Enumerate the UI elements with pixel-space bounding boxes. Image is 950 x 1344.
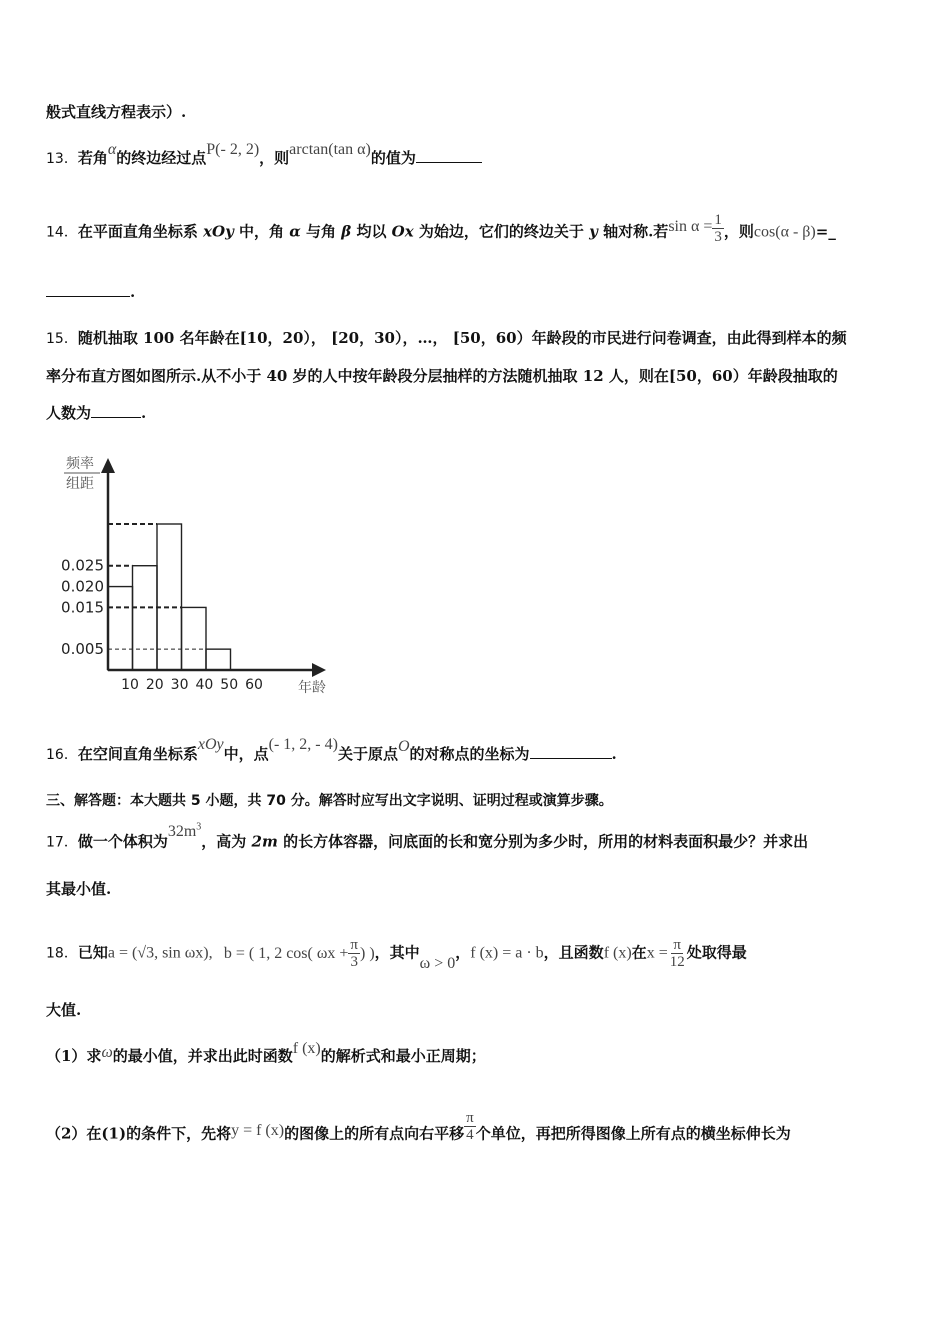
text: 的值为 (370, 149, 416, 167)
text: 中，点 (223, 745, 269, 763)
text: 个单位，再把所得图像上所有点的横坐标伸长为 (475, 1124, 791, 1143)
math-fx: f (x) (292, 1040, 321, 1057)
question-14 (46, 212, 836, 249)
section-title: 三、解答题：本大题共 5 小题，共 70 分。解答时应写出文字说明、证明过程或演算步骤。 (46, 793, 613, 809)
text: 在空间直角坐标系 (77, 745, 198, 763)
text: 的最小值，并求出此时函数 (112, 1047, 293, 1065)
x-tick-label: 60 (245, 677, 263, 693)
question-17-line-2 (46, 879, 111, 899)
text: ，则 (723, 222, 754, 241)
question-18-line-2 (46, 1000, 81, 1020)
math-xoy: xOy (197, 736, 224, 753)
y-tick-label: 0.020 (61, 577, 104, 596)
y-label-top: 频率 (66, 456, 94, 472)
text: 在 (631, 943, 647, 962)
question-number: 13． (46, 151, 78, 167)
text: 均以 (351, 222, 392, 241)
text: . (130, 283, 136, 301)
answer-blank (416, 148, 482, 163)
fraction-one-third (712, 212, 724, 245)
x-tick-label: 10 (121, 677, 139, 693)
fraction-pi-third (348, 937, 360, 970)
denominator: 4 (466, 1127, 474, 1143)
question-number: 18． (46, 945, 78, 962)
text: 轴对称.若 (597, 222, 669, 241)
text: （2）在(1)的条件下，先将 (46, 1124, 232, 1143)
numerator: π (466, 1110, 474, 1126)
continuation-line (46, 102, 186, 122)
text: 处取得最 (686, 943, 747, 962)
math-omega-condition: ω > 0 (419, 954, 456, 972)
numerator: π (673, 937, 681, 953)
histogram-bar (182, 607, 207, 670)
text: 的对称点的坐标为 (409, 745, 530, 763)
denominator: 12 (669, 954, 685, 970)
section-3-heading (46, 791, 613, 811)
math-ox: Ox (391, 222, 414, 241)
math-x-value: x = (646, 944, 668, 962)
text: 人数为 (46, 404, 92, 422)
math-sin: sin α = (668, 217, 713, 235)
part-1 (46, 1040, 486, 1067)
question-number: 14． (46, 224, 78, 241)
question-15-line-2 (46, 366, 838, 386)
volume-value: 32m (167, 823, 197, 841)
x-tick-label: 50 (220, 677, 239, 693)
question-17 (46, 822, 809, 852)
math-height: 2m (251, 832, 278, 851)
math-omega: ω (101, 1044, 113, 1061)
text: 率分布直方图如图所示.从不小于 40 岁的人中按年龄段分层抽样的方法随机抽取 12 人，则在[50，60）年龄段抽取的 (46, 367, 838, 385)
math-xoy: xOy (203, 222, 234, 241)
text: . (141, 404, 147, 422)
text: . (611, 745, 617, 763)
y-label-bottom: 组距 (66, 476, 94, 492)
text: ，其中 (374, 943, 420, 962)
histogram-bar (133, 566, 158, 670)
part-2 (46, 1110, 791, 1151)
question-15 (46, 328, 847, 349)
vector-b (223, 937, 375, 971)
vector-a: a = (√3, sin ωx), (107, 944, 213, 962)
x-axis-label: 年龄 (298, 680, 326, 696)
vector-b-expr: b = ( 1, 2 cos( ωx + (223, 944, 349, 962)
vector-b-close: ) ) (359, 944, 375, 962)
math-fx: f (x) (603, 944, 632, 962)
text: 与角 (300, 222, 342, 241)
text: 般式直线方程表示）. (46, 103, 187, 121)
volume-exponent: 3 (196, 822, 202, 833)
math-point: (- 1, 2, - 4) (268, 736, 338, 753)
math-origin: O (397, 738, 410, 755)
histogram-bar (157, 524, 182, 670)
text: （1）求 (46, 1047, 102, 1065)
text: 若角 (77, 149, 108, 167)
text: 的长方体容器，问底面的长和宽分别为多少时，所用的材料表面积最少？并求出 (277, 832, 809, 851)
text: ，且函数 (543, 943, 604, 962)
text: ，则 (259, 149, 290, 167)
denominator: 3 (350, 954, 358, 971)
text: 中，角 (233, 222, 290, 241)
text: 的图像上的所有点向右平移 (284, 1124, 465, 1143)
histogram-svg (50, 448, 350, 703)
histogram-bar (108, 587, 133, 670)
answer-blank (46, 282, 130, 297)
text: 做一个体积为 (77, 832, 168, 851)
x-axis-arrow (312, 663, 326, 677)
text: 的终边经过点 (116, 149, 207, 167)
math-beta: β (341, 222, 352, 241)
text: ， (455, 943, 471, 962)
math-volume (168, 823, 201, 840)
answer-blank (91, 403, 141, 418)
histogram-bar (206, 649, 231, 670)
x-tick-label: 20 (145, 677, 164, 693)
text: =_ (815, 222, 836, 241)
text: 随机抽取 100 名年龄在[10，20）， [20，30），…， [50，60）年龄段的市民进行问卷调查，由此得到样本的频 (77, 329, 847, 347)
y-tick-label: 0.005 (61, 640, 104, 659)
math-cos: cos(α - β) (753, 223, 816, 241)
math-expression: arctan(tan α) (289, 141, 371, 158)
text: 大值. (46, 1001, 82, 1019)
math-point: P(- 2, 2) (206, 141, 260, 158)
question-15-line-3 (46, 403, 146, 423)
math-f-definition: f (x) = a · b (470, 944, 544, 962)
fraction-pi-quarter (464, 1110, 476, 1143)
frequency-histogram (50, 448, 350, 703)
question-13 (46, 141, 482, 169)
text: 关于原点 (337, 745, 398, 763)
text: 其最小值. (46, 880, 112, 898)
math-alpha: α (107, 141, 117, 158)
question-number: 17． (46, 834, 78, 851)
answer-blank (530, 744, 612, 759)
y-tick-label: 0.015 (61, 598, 104, 617)
x-tick-label: 40 (195, 677, 214, 693)
math-y: y (589, 222, 598, 241)
fraction-pi-twelve (668, 937, 687, 970)
text: 为始边，它们的终边关于 (413, 222, 590, 241)
question-number: 16． (46, 747, 78, 763)
text: ，高为 (201, 832, 252, 851)
math-alpha: α (289, 222, 301, 241)
text: 的解析式和最小正周期； (320, 1047, 486, 1065)
x-tick-label: 30 (170, 677, 189, 693)
y-tick-label: 0.025 (61, 556, 104, 575)
numerator: π (350, 937, 358, 954)
numerator: 1 (714, 212, 722, 228)
question-16 (46, 736, 617, 765)
text: 在平面直角坐标系 (77, 222, 204, 241)
denominator: 3 (714, 229, 722, 245)
text: 已知 (77, 943, 108, 962)
question-18 (46, 937, 747, 970)
question-number: 15． (46, 331, 78, 347)
question-14-line-2 (46, 282, 135, 302)
y-axis-arrow (101, 458, 115, 473)
math-y-fx: y = f (x) (231, 1121, 285, 1139)
